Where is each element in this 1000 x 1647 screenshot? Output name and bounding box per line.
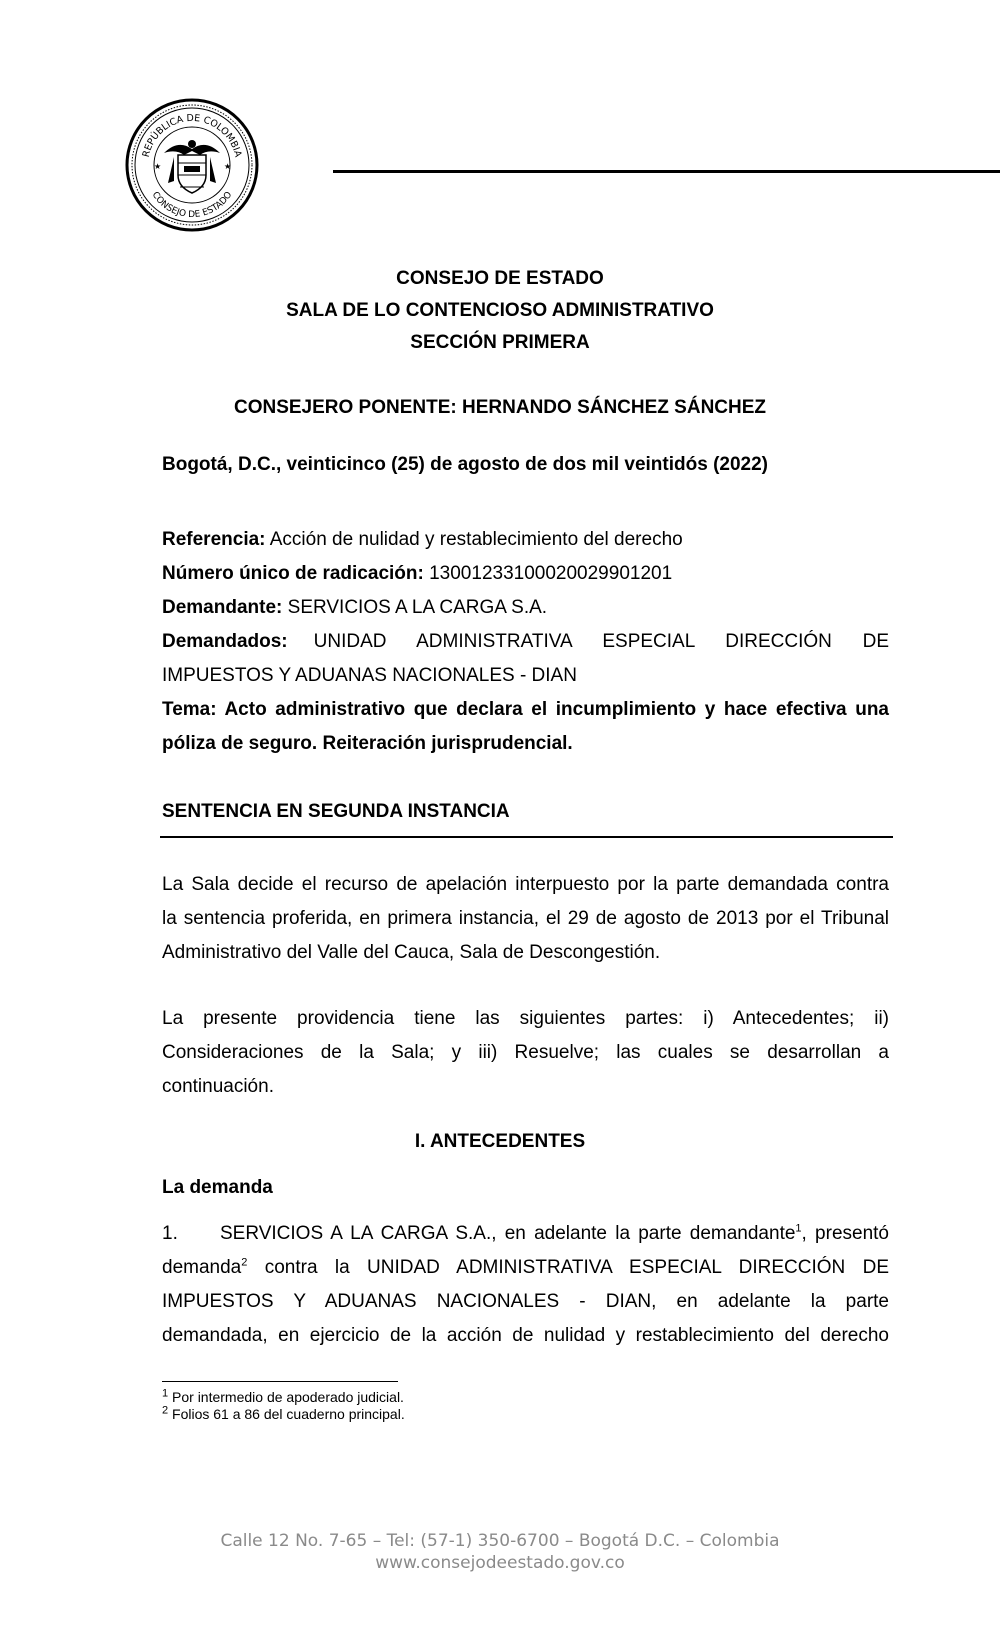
demandados-label: Demandados:	[162, 631, 288, 652]
court-chamber: SALA DE LO CONTENCIOSO ADMINISTRATIVO	[286, 300, 714, 321]
document-date: Bogotá, D.C., veinticinco (25) de agosto de dos mil veintidós (2022)	[162, 454, 768, 475]
numbered-line-2: demanda$^2$ contra la UNIDAD ADMINISTRATIVA ESPECIAL DIRECCIÓN DE	[162, 1256, 889, 1278]
svg-text:★: ★	[154, 162, 162, 171]
tema-line-2: póliza de seguro. Reiteración jurisprudencial.	[162, 733, 573, 754]
reference-value: Acción de nulidad y restablecimiento del derecho	[269, 529, 683, 550]
paragraph-2-line-2: Consideraciones de la Sala; y iii) Resuelve; las cuales se desarrollan a	[162, 1042, 889, 1063]
radicacion-value: 13001233100020029901201	[429, 563, 673, 584]
numbered-line-1	[162, 1217, 889, 1251]
seal-top-text: REPÚBLICA DE COLOMBIA	[140, 112, 244, 159]
numbered-line-4: demandada, en ejercicio de la acción de nulidad y restablecimiento del derecho	[162, 1325, 889, 1346]
demanda-subheading: La demanda	[162, 1177, 273, 1198]
footnote-rule	[162, 1381, 398, 1382]
court-section: SECCIÓN PRIMERA	[410, 332, 590, 353]
antecedentes-heading: I. ANTECEDENTES	[414, 1131, 586, 1152]
svg-text:★: ★	[224, 162, 232, 171]
reference-label: Referencia:	[162, 529, 266, 550]
paragraph-2-line-1: La presente providencia tiene las siguientes partes: i) Antecedentes; ii)	[162, 1008, 889, 1029]
numbered-line-3: IMPUESTOS Y ADUANAS NACIONALES - DIAN, en adelante la parte	[162, 1291, 889, 1312]
paragraph-1-line-1: La Sala decide el recurso de apelación interpuesto por la parte demandada contra	[162, 874, 889, 895]
demandante-value: SERVICIOS A LA CARGA S.A.	[287, 597, 548, 618]
footnote-ref-2[interactable]: 2	[241, 1256, 248, 1269]
demandados-value-2: IMPUESTOS Y ADUANAS NACIONALES - DIAN	[162, 665, 577, 686]
section-rule	[160, 836, 893, 838]
radicacion-line	[162, 557, 672, 591]
item-1-text: SERVICIOS A LA CARGA S.A., en adelante la parte demandante$^1$, presentó	[220, 1222, 889, 1244]
consejero-ponente: CONSEJERO PONENTE: HERNANDO SÁNCHEZ SÁNCHEZ	[233, 397, 767, 418]
court-name: CONSEJO DE ESTADO	[396, 268, 604, 289]
item-number: 1.	[162, 1223, 178, 1244]
tema-line-1: Tema: Acto administrativo que declara el incumplimiento y hace efectiva una	[162, 699, 889, 720]
radicacion-label: Número único de radicación:	[162, 563, 424, 584]
consejo-de-estado-seal	[124, 97, 260, 233]
demandante-label: Demandante:	[162, 597, 283, 618]
header-rule	[333, 170, 1000, 173]
demandante-line	[162, 591, 547, 625]
sentencia-title: SENTENCIA EN SEGUNDA INSTANCIA	[162, 801, 510, 822]
reference-line	[162, 523, 683, 557]
paragraph-1-line-2: la sentencia proferida, en primera instancia, el 29 de agosto de 2013 por el Tribunal	[162, 908, 889, 929]
seal-bottom-text: CONSEJO DE ESTADO	[149, 190, 235, 221]
footer-address: Calle 12 No. 7-65 – Tel: (57-1) 350-6700 – Bogotá D.C. – Colombia	[220, 1531, 780, 1551]
paragraph-1-line-3: Administrativo del Valle del Cauca, Sala de Descongestión.	[162, 942, 661, 963]
paragraph-2-line-3: continuación.	[162, 1076, 274, 1097]
footnote-1: $^1$ Por intermedio de apoderado judicial.	[162, 1387, 404, 1405]
footer-website[interactable]: www.consejodeestado.gov.co	[375, 1553, 625, 1573]
footnote-ref-1[interactable]: 1	[795, 1222, 802, 1235]
footnote-2: $^2$ Folios 61 a 86 del cuaderno principal.	[162, 1404, 405, 1422]
demandados-line	[162, 625, 889, 659]
demandados-value-1: UNIDAD ADMINISTRATIVA ESPECIAL DIRECCIÓN DE	[313, 631, 889, 652]
